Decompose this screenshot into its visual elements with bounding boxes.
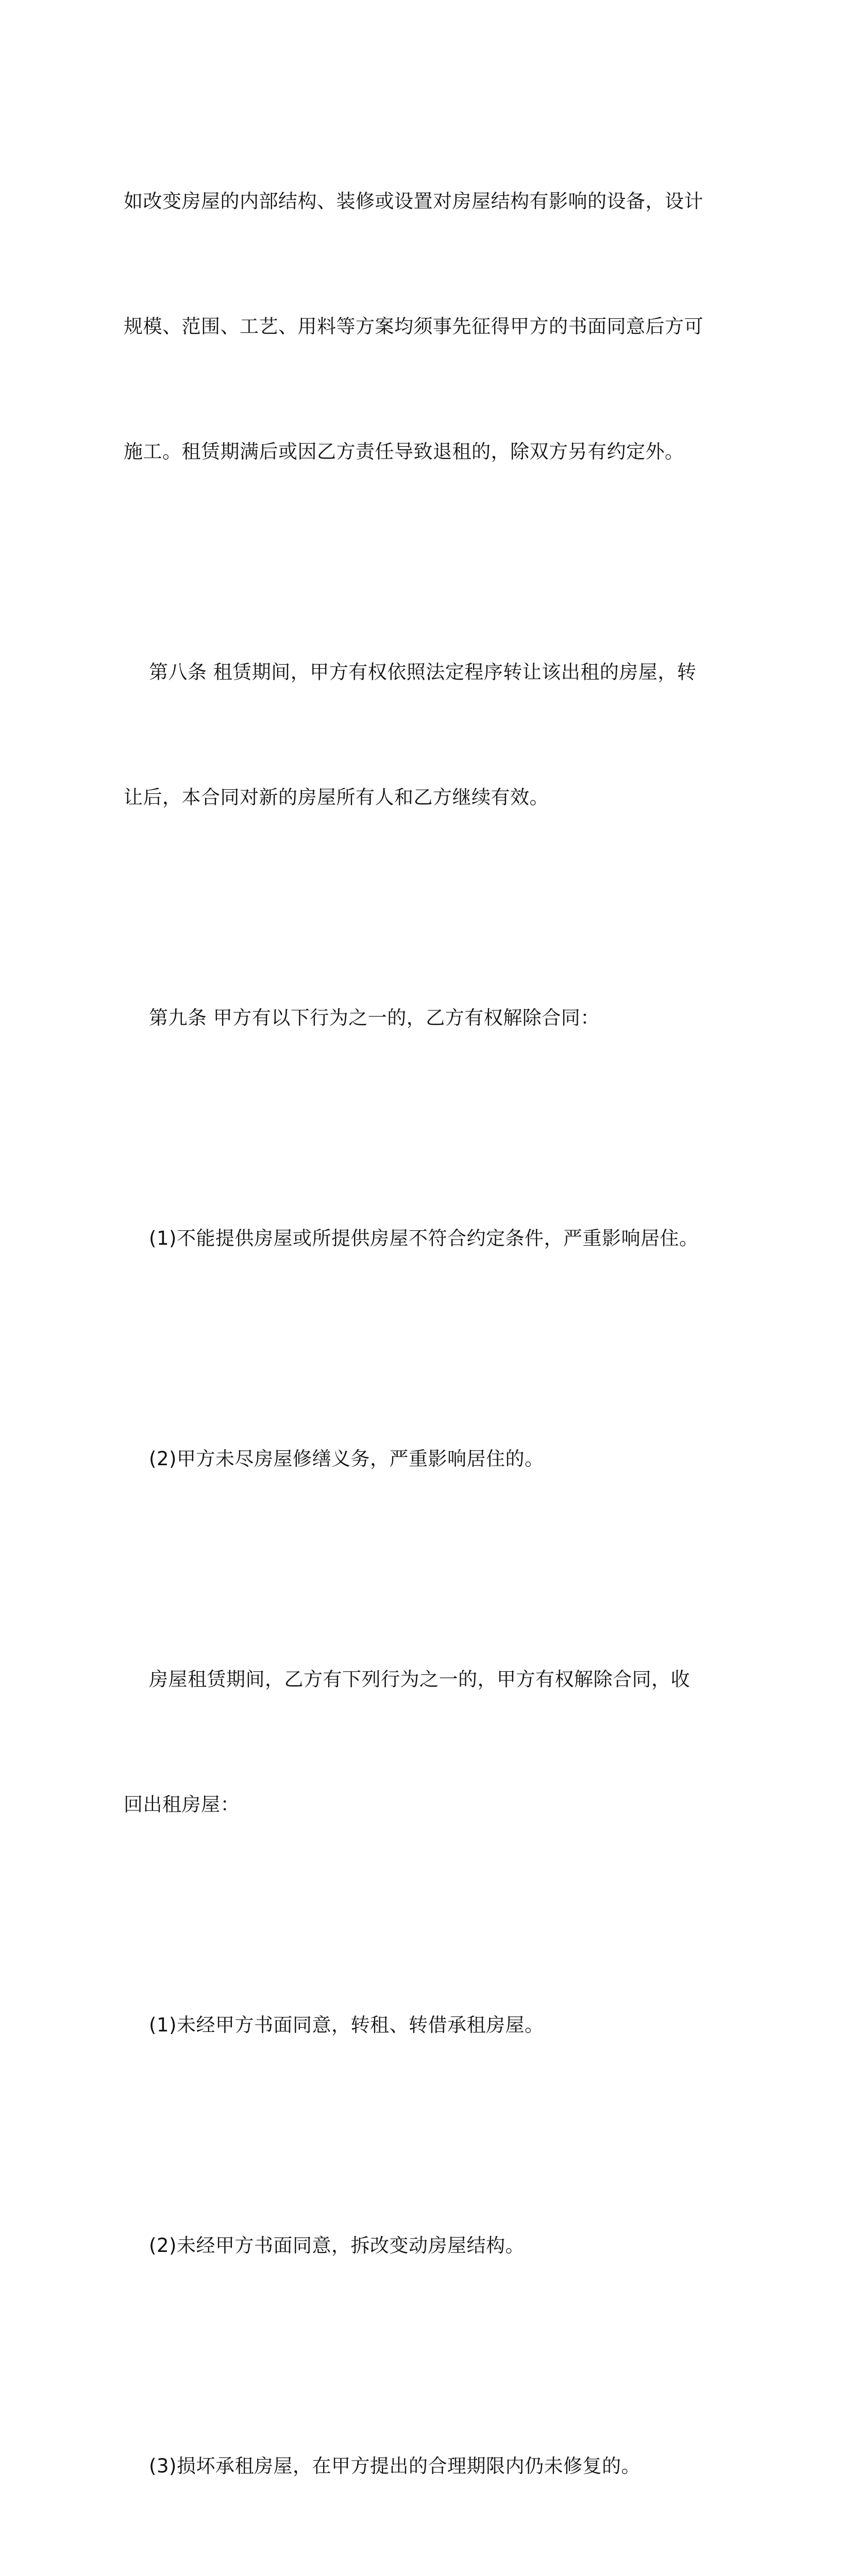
paragraph-article-9 [124, 913, 721, 1122]
text-line: 回出租房屋： [124, 1793, 240, 1816]
paragraph-alteration-clause [124, 97, 721, 556]
document-body [124, 97, 721, 2576]
paragraph-article-8 [124, 568, 721, 902]
text-line: 第八条 租赁期间，甲方有权依照法定程序转让该出租的房屋，转 [124, 661, 697, 683]
text-line: (1)不能提供房屋或所提供房屋不符合约定条件，严重影响居住。 [124, 1227, 699, 1249]
text-line: 如改变房屋的内部结构、装修或设置对房屋结构有影响的设备，设计 [124, 190, 703, 212]
paragraph-lessor-termination [124, 1575, 721, 1909]
text-line: (1)未经甲方书面同意，转租、转借承租房屋。 [124, 2014, 544, 2036]
text-line: 第九条 甲方有以下行为之一的，乙方有权解除合同： [124, 1007, 600, 1029]
text-line: 规模、范围、工艺、用料等方案均须事先征得甲方的书面同意后方可 [124, 315, 703, 337]
text-line: (3)损坏承租房屋，在甲方提出的合理期限内仍未修复的。 [124, 2455, 641, 2477]
list-item-lessee-right-1 [124, 1134, 721, 1343]
list-item-lessor-right-2 [124, 2141, 721, 2350]
list-item-lessor-right-1 [124, 1921, 721, 2129]
text-line: 房屋租赁期间，乙方有下列行为之一的，甲方有权解除合同，收 [124, 1668, 691, 1690]
list-item-lessor-right-3 [124, 2362, 721, 2570]
list-item-lessee-right-2 [124, 1354, 721, 1563]
text-line: (2)甲方未尽房屋修缮义务，严重影响居住的。 [124, 1448, 544, 1470]
text-line: 施工。租赁期满后或因乙方责任导致退租的，除双方另有约定外。 [124, 440, 684, 463]
text-line: (2)未经甲方书面同意，拆改变动房屋结构。 [124, 2234, 525, 2257]
text-line: 让后，本合同对新的房屋所有人和乙方继续有效。 [124, 786, 549, 808]
